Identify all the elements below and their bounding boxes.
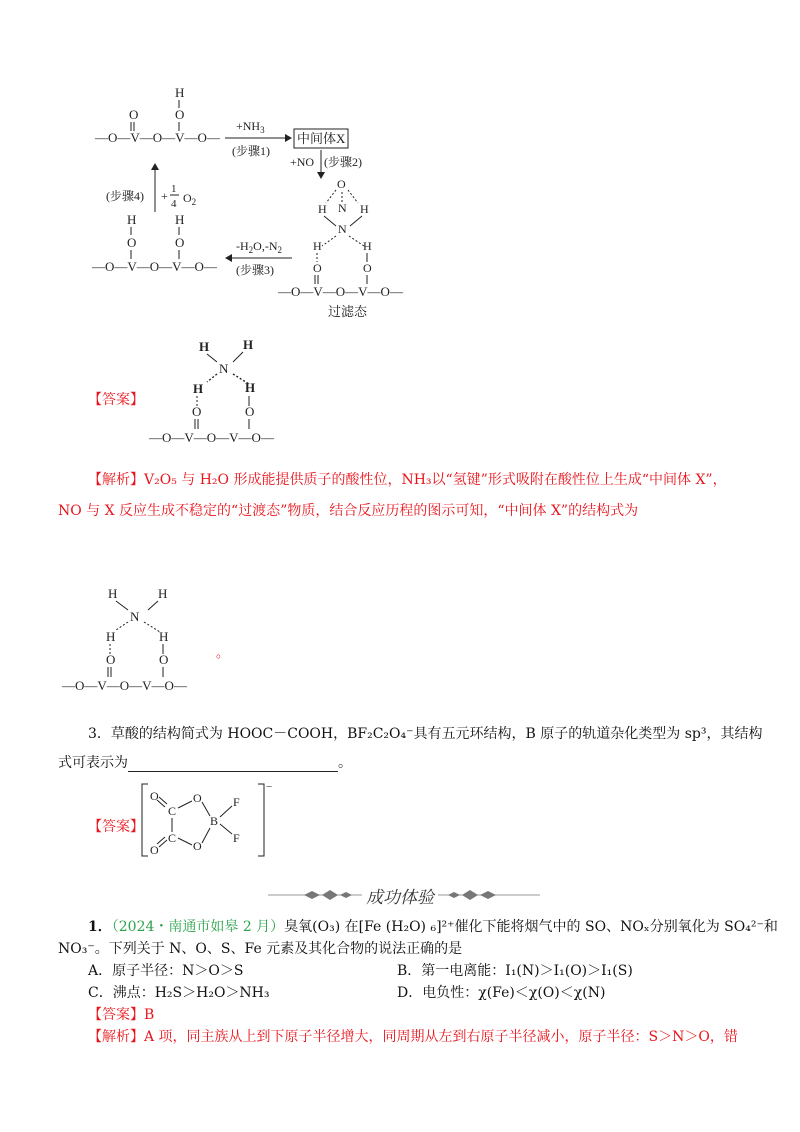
atom-n: N: [219, 361, 229, 376]
analysis-paragraph: [88, 469, 758, 491]
question-number: 1．: [88, 919, 112, 935]
atom-f: F: [233, 795, 240, 809]
arrowhead: [285, 134, 292, 142]
analysis-line-2: NO 与 X 反应生成不稳定的“过渡态”物质，结合反应历程的图示可知，“中间体 X”的结构式为: [58, 503, 639, 519]
atom-o: O: [245, 404, 255, 419]
atom-c: C: [168, 831, 177, 845]
question-source: （2024・南通市如皋 2 月）: [111, 919, 285, 935]
right-bracket: [258, 784, 264, 856]
arrowhead: [225, 254, 232, 262]
analysis-tag: 【解析】: [88, 472, 144, 488]
chain-text: —O—V—O—V—O—: [92, 259, 217, 274]
bond-line: [202, 802, 210, 816]
atom-o: O: [313, 261, 322, 275]
question-text: 臭氧(O₃) 在[Fe (H₂O) ₆]²⁺催化下能将烟气中的 SO、NOₓ分别氧化为 SO₄²⁻和: [284, 919, 778, 935]
bond-line: [220, 824, 232, 834]
step1-reagent: $+NH_3$: [236, 119, 265, 135]
step4-plus: +: [161, 189, 168, 203]
atom-o: O: [127, 235, 137, 250]
chain-text: —O—V—O—V—O—: [278, 284, 403, 299]
step2-label: (步骤2): [324, 155, 362, 169]
atom-o: O: [159, 652, 169, 667]
chain-text: —O—V—O—V—O—: [95, 130, 220, 145]
answer3-structure: [140, 781, 273, 862]
bond-line: [220, 806, 232, 817]
atom-h: H: [193, 381, 204, 396]
atom-h: H: [360, 202, 369, 216]
answer-q1: 【答案】B: [88, 1007, 155, 1023]
intermediate-label: 中间体X: [297, 131, 346, 146]
analysis-structure: [60, 584, 260, 694]
arrowhead: [151, 163, 159, 170]
charge-label: −: [266, 781, 273, 793]
atom-o: O: [175, 235, 185, 250]
atom-h: H: [158, 586, 168, 601]
bond-line: [148, 601, 158, 610]
option-c: C．沸点：H₂S＞H₂O＞NH₃: [88, 985, 270, 1001]
atom-o: O: [363, 261, 372, 275]
bond-line: [350, 216, 362, 226]
bond-line: [178, 801, 192, 808]
atom-h: H: [313, 239, 322, 253]
answer1-structure: [145, 336, 345, 446]
bond-line: [178, 838, 192, 845]
answer-tag: 【答案】: [88, 392, 144, 408]
atom-o: O: [150, 789, 159, 803]
bond-line: [202, 828, 210, 843]
question-3-line-1: 3．草酸的结构简式为 HOOC－COOH，BF₂C₂O₄⁻具有五元环结构，B 原子的轨道杂化类型为 sp³，其结构: [88, 726, 763, 742]
option-d: D．电负性：χ(Fe)＜χ(O)＜χ(N): [397, 985, 606, 1001]
atom-o: O: [193, 839, 202, 853]
question-1-line-2: NO₃⁻。下列关于 N、O、S、Fe 元素及其化合物的说法正确的是: [58, 941, 463, 957]
dashed-bond: [322, 236, 336, 246]
dashed-bond: [116, 622, 128, 630]
question-3-line-2: [58, 752, 352, 772]
step4-label: (步骤4): [106, 189, 144, 203]
step1-label: (步骤1): [232, 144, 270, 158]
atom-h: H: [363, 239, 372, 253]
bond-line: [116, 601, 128, 610]
option-a: A．原子半径：N＞O＞S: [88, 963, 244, 979]
question-3-text: 式可表示为: [58, 755, 128, 771]
atom-n: N: [338, 222, 347, 236]
dashed-bond: [349, 236, 364, 246]
answer-tag: 【答案】: [88, 819, 144, 835]
dashed-bond: [326, 190, 336, 203]
atom-o: O: [106, 652, 116, 667]
analysis-line: V₂O₅ 与 H₂O 形成能提供质子的酸性位，NH₃以“氢键”形式吸附在酸性位上生成“中间体 X”，: [144, 472, 727, 488]
left-bracket: [142, 784, 148, 856]
atom-h: H: [127, 212, 137, 227]
transition-state-label: 过滤态: [328, 304, 368, 319]
question-3-end: 。: [338, 755, 352, 771]
chain-text: —O—V—O—V—O—: [62, 678, 187, 693]
bond-line: [324, 216, 336, 226]
top-left-chain: [94, 85, 221, 145]
atom-h: H: [175, 85, 185, 100]
atom-o: O: [129, 107, 139, 122]
atom-f: F: [233, 831, 240, 845]
atom-h: H: [199, 339, 210, 354]
step3-label: (步骤3): [236, 263, 274, 277]
reaction-mechanism-diagram: [0, 0, 800, 330]
step3-reagent: $-H_2O,-N_2$: [236, 239, 282, 255]
dashed-bond: [348, 190, 358, 203]
step4-o2: $O_2$: [183, 191, 197, 207]
step4-frac-num: 1: [171, 183, 177, 195]
atom-c: C: [168, 804, 177, 818]
atom-n: N: [130, 609, 140, 624]
atom-h: H: [245, 380, 256, 395]
arrowhead: [317, 172, 325, 179]
dashed-bond: [207, 374, 217, 382]
atom-h: H: [108, 586, 118, 601]
atom-h: H: [243, 337, 254, 352]
atom-h: H: [106, 629, 116, 644]
bond-line: [233, 352, 243, 362]
option-b: B．第一电离能：I₁(N)＞I₁(O)＞I₁(S): [397, 963, 633, 979]
atom-o: O: [150, 843, 159, 857]
transition-state-structure: [277, 177, 404, 319]
dashed-bond: [144, 622, 160, 632]
end-mark: 。: [216, 646, 230, 661]
atom-o: O: [192, 404, 202, 419]
atom-o: O: [337, 177, 346, 191]
question-1-line-1: [88, 916, 778, 936]
analysis-q1: 【解析】A 项，同主族从上到下原子半径增大，同周期从左到右原子半径减小，原子半径：S＞N＞O，错: [88, 1029, 738, 1045]
atom-h: H: [159, 629, 169, 644]
bottom-left-chain: [91, 212, 218, 274]
atom-h: H: [175, 212, 185, 227]
step2-reagent: +NO: [290, 155, 315, 169]
atom-o: O: [193, 791, 202, 805]
section-title: 成功体验: [362, 883, 438, 908]
atom-o: O: [175, 107, 185, 122]
atom-b: B: [210, 814, 219, 828]
bond-line: [207, 354, 217, 362]
atom-n: N: [338, 201, 347, 215]
step4-frac-den: 4: [171, 198, 177, 210]
atom-h: H: [318, 202, 327, 216]
answer-blank: [128, 757, 338, 772]
left-ornament-icon: [304, 890, 352, 900]
right-ornament-icon: [448, 890, 496, 900]
chain-text: —O—V—O—V—O—: [149, 430, 274, 445]
